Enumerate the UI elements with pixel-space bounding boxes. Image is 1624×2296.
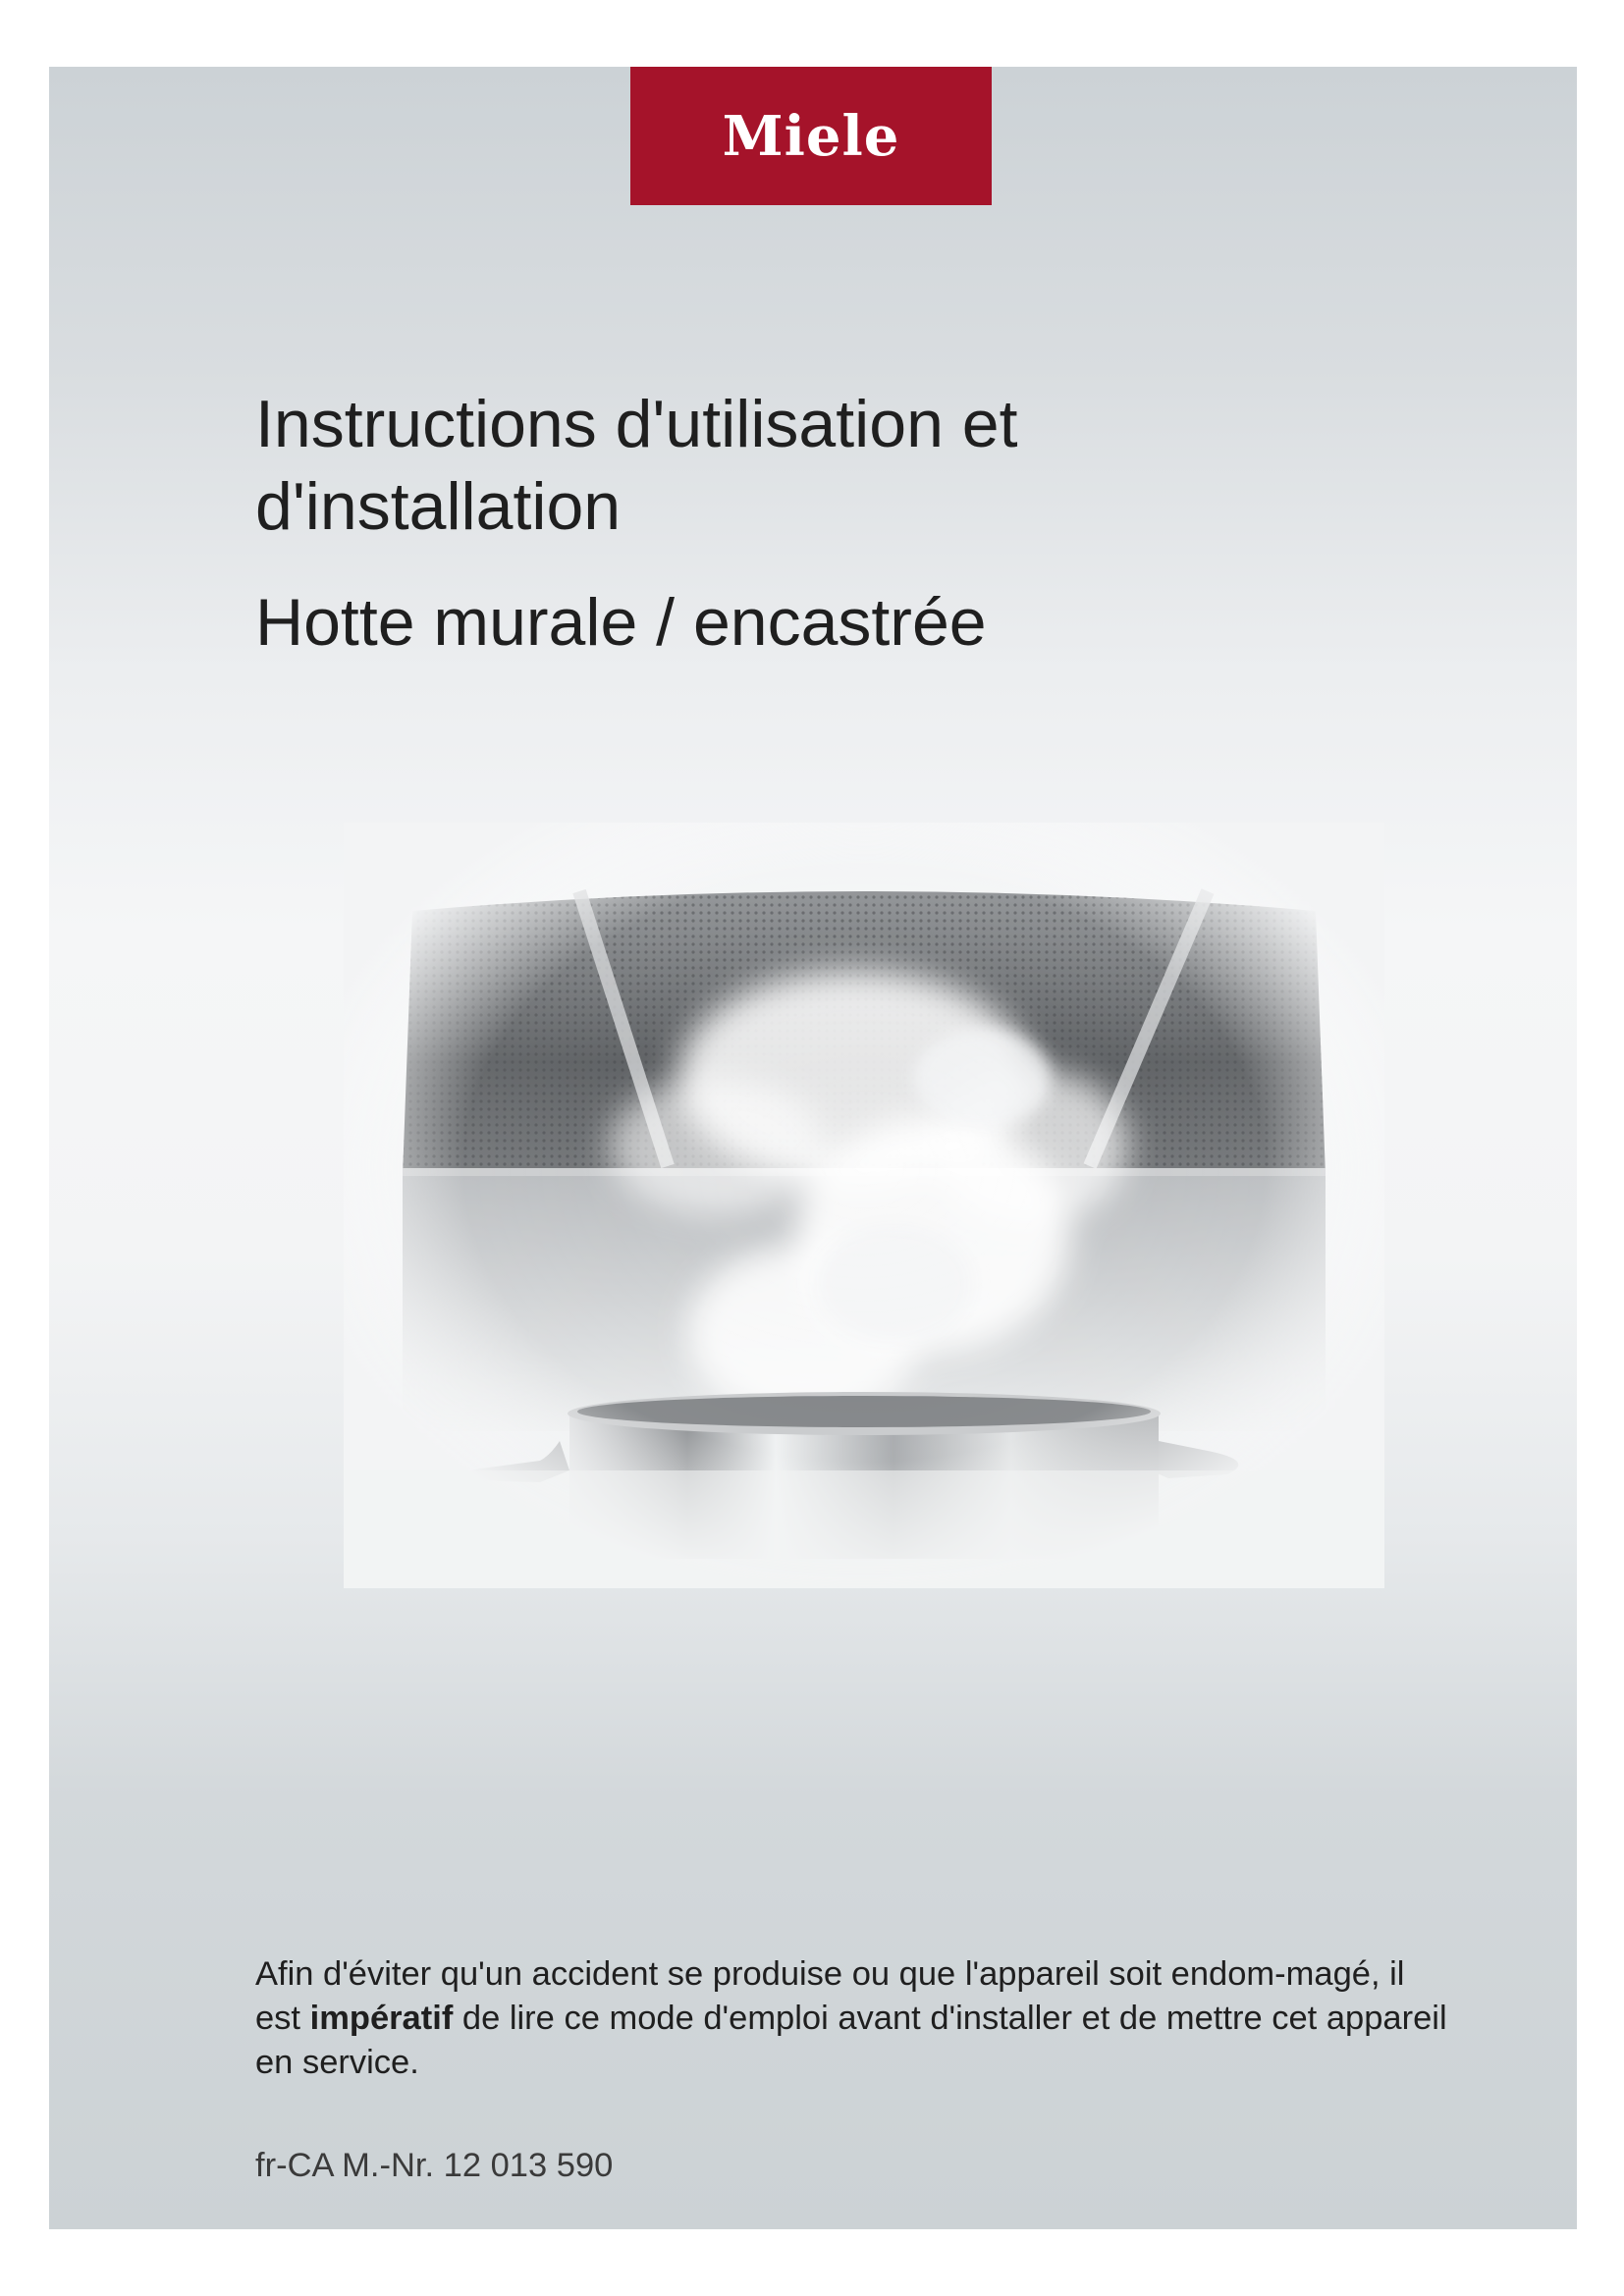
miele-logo (630, 67, 992, 205)
document-number: fr-CA M.-Nr. 12 013 590 (255, 2147, 614, 2184)
hood-steam-pot-photo (344, 823, 1384, 1588)
document-title (255, 383, 1434, 548)
cover-page (49, 67, 1577, 2229)
logo-wordmark: Miele (722, 103, 900, 169)
safety-warning (255, 1952, 1453, 2085)
warning-text-1: Afin d'éviter qu'un accident se produise ou que l'appareil soit endom-magé, il est (255, 1954, 1405, 2037)
warning-emphasis: impératif (309, 1999, 454, 2037)
product-subtitle: Hotte murale / encastrée (255, 585, 987, 660)
warning-text-2: de lire ce mode d'emploi avant d'installer et de mettre cet appareil en service. (255, 1999, 1447, 2081)
title-line-1: Instructions d'utilisation et (255, 386, 1018, 461)
title-line-2: d'installation (255, 468, 622, 544)
